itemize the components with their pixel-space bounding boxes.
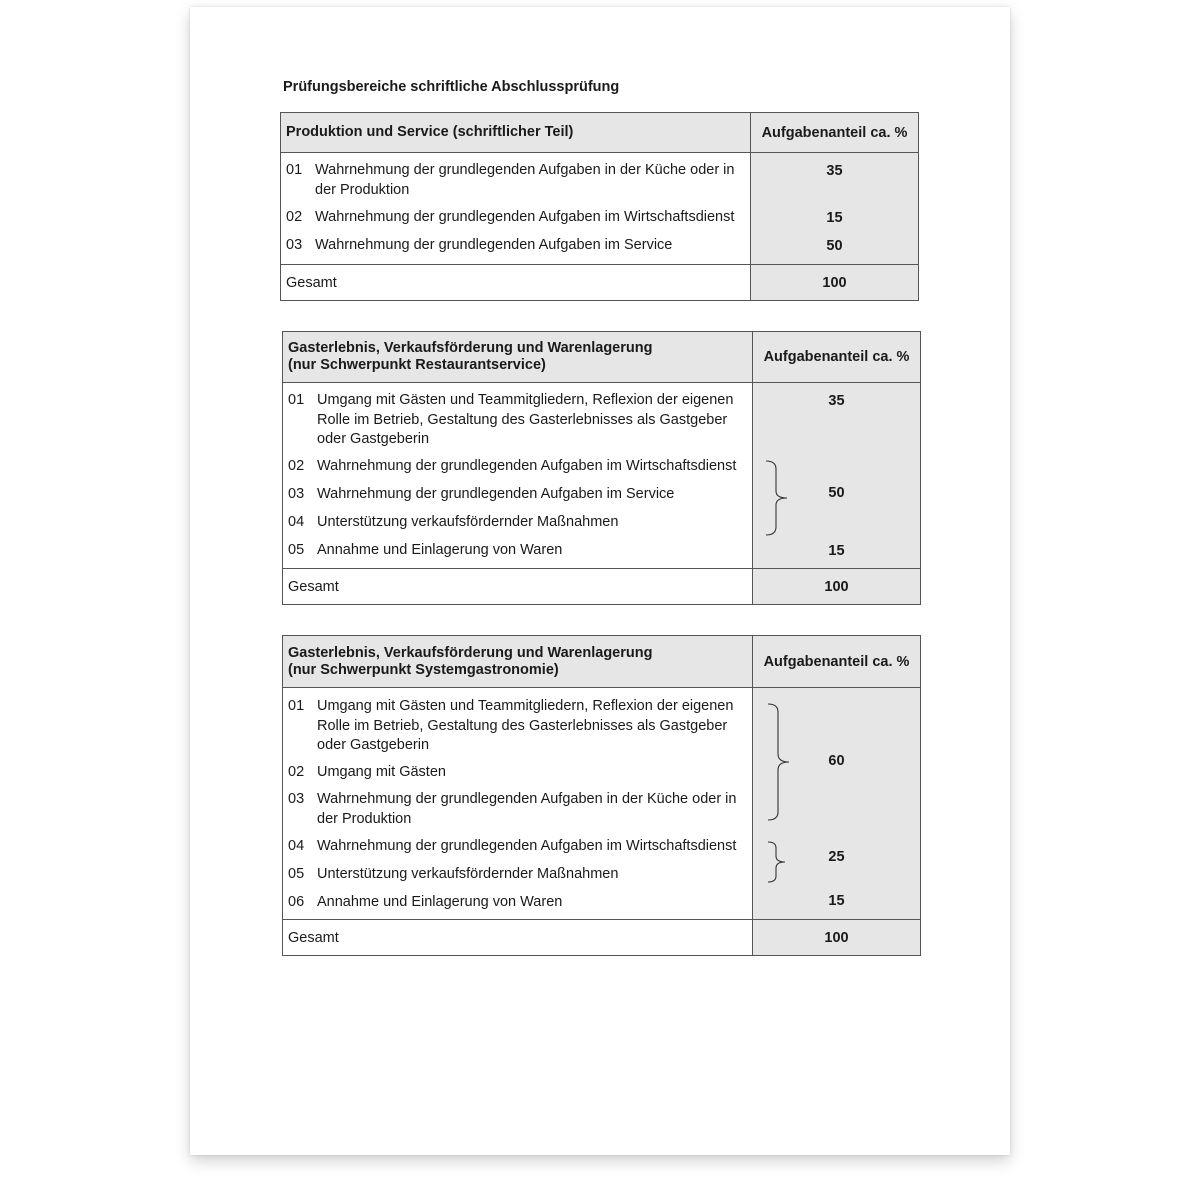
item-text: Wahrnehmung der grundlegenden Aufgaben in der Küche oder in der Produktion [315, 162, 735, 198]
list-item [288, 513, 750, 533]
table-header [283, 636, 920, 688]
total-label: Gesamt [286, 274, 337, 291]
item-number: 01 [288, 698, 305, 714]
item-number: 04 [288, 838, 305, 854]
header-title-line1: Gasterlebnis, Verkaufsförderung und Warenlagerung [288, 340, 653, 356]
header-title-line2: (nur Schwerpunkt Restaurantservice) [288, 357, 546, 373]
values-column [752, 688, 920, 919]
table-total-row [281, 265, 918, 300]
item-text: Wahrnehmung der grundlegenden Aufgaben im Service [317, 486, 675, 502]
values-column [750, 153, 918, 264]
list-item [288, 790, 750, 829]
items-column [283, 688, 752, 919]
table-header [283, 332, 920, 383]
item-number: 04 [288, 514, 305, 530]
table-body [283, 688, 920, 920]
item-number: 01 [288, 392, 305, 408]
list-item [288, 697, 750, 756]
item-text: Umgang mit Gästen und Teammitgliedern, Reflexion der eigenen Rolle im Betrieb, Gestaltung des Gasterlebnisses als Gastgeber oder Gastgeberin [317, 392, 734, 447]
value-cell: 50 [826, 238, 843, 254]
item-number: 02 [288, 458, 305, 474]
item-text: Annahme und Einlagerung von Waren [317, 894, 563, 910]
total-value: 100 [752, 920, 920, 955]
header-share-percent: Aufgabenanteil ca. % [752, 332, 920, 382]
total-value: 100 [750, 265, 918, 300]
item-number: 05 [288, 866, 305, 882]
value-cell: 15 [828, 893, 845, 909]
header-title-line2: (nur Schwerpunkt Systemgastronomie) [288, 661, 559, 678]
item-text: Wahrnehmung der grundlegenden Aufgaben im Wirtschaftsdienst [317, 458, 737, 474]
item-number: 03 [286, 237, 303, 253]
item-number: 02 [286, 209, 303, 225]
item-text: Wahrnehmung der grundlegenden Aufgaben im Wirtschaftsdienst [317, 838, 737, 854]
item-number: 05 [288, 542, 305, 558]
value-cell: 25 [828, 849, 845, 865]
list-item [288, 865, 750, 885]
item-text: Wahrnehmung der grundlegenden Aufgaben im Wirtschaftsdienst [315, 209, 735, 225]
item-text: Wahrnehmung der grundlegenden Aufgaben im Service [315, 237, 673, 253]
list-item [288, 485, 750, 505]
item-text: Unterstützung verkaufsfördernder Maßnahmen [317, 866, 619, 882]
table-produktion-service [280, 112, 919, 301]
header-share-percent: Aufgabenanteil ca. % [752, 636, 920, 687]
table-body [281, 153, 918, 265]
list-item [286, 236, 748, 256]
header-title: Produktion und Service (schriftlicher Teil) [286, 124, 574, 140]
items-column [283, 383, 752, 568]
table-total-row [283, 920, 920, 955]
item-text: Umgang mit Gästen [317, 764, 446, 780]
header-title [283, 332, 752, 382]
list-item [288, 837, 750, 857]
document-title: Prüfungsbereiche schriftliche Abschlussprüfung [283, 79, 620, 95]
table-total-row [283, 569, 920, 604]
header-title-line1: Gasterlebnis, Verkaufsförderung und Warenlagerung [288, 644, 653, 661]
item-number: 01 [286, 162, 303, 178]
list-item [286, 208, 748, 228]
value-cell: 35 [828, 393, 845, 409]
total-label: Gesamt [288, 578, 339, 595]
item-number: 02 [288, 764, 305, 780]
list-item [288, 391, 750, 450]
table-header [281, 113, 918, 153]
list-item [288, 893, 750, 913]
header-share-percent: Aufgabenanteil ca. % [750, 113, 918, 152]
item-text: Wahrnehmung der grundlegenden Aufgaben in der Küche oder in der Produktion [317, 791, 737, 827]
value-cell: 60 [828, 753, 845, 769]
list-item [286, 161, 748, 200]
item-text: Unterstützung verkaufsfördernder Maßnahmen [317, 514, 619, 530]
list-item [288, 457, 750, 477]
item-number: 06 [288, 894, 305, 910]
value-cell: 15 [828, 543, 845, 559]
list-item [288, 763, 750, 783]
value-cell: 50 [828, 485, 845, 501]
total-label: Gesamt [288, 929, 339, 946]
table-body [283, 383, 920, 569]
values-column [752, 383, 920, 568]
table-systemgastronomie [282, 635, 921, 956]
value-cell: 15 [826, 210, 843, 226]
total-value: 100 [752, 569, 920, 604]
item-number: 03 [288, 486, 305, 502]
item-number: 03 [288, 791, 305, 807]
list-item [288, 541, 750, 561]
item-text: Umgang mit Gästen und Teammitgliedern, Reflexion der eigenen Rolle im Betrieb, Gestaltung des Gasterlebnisses als Gastgeber oder Gastgeberin [317, 698, 734, 753]
table-restaurantservice [282, 331, 921, 605]
header-title [283, 636, 752, 687]
items-column [281, 153, 750, 264]
item-text: Annahme und Einlagerung von Waren [317, 542, 563, 558]
value-cell: 35 [826, 163, 843, 179]
